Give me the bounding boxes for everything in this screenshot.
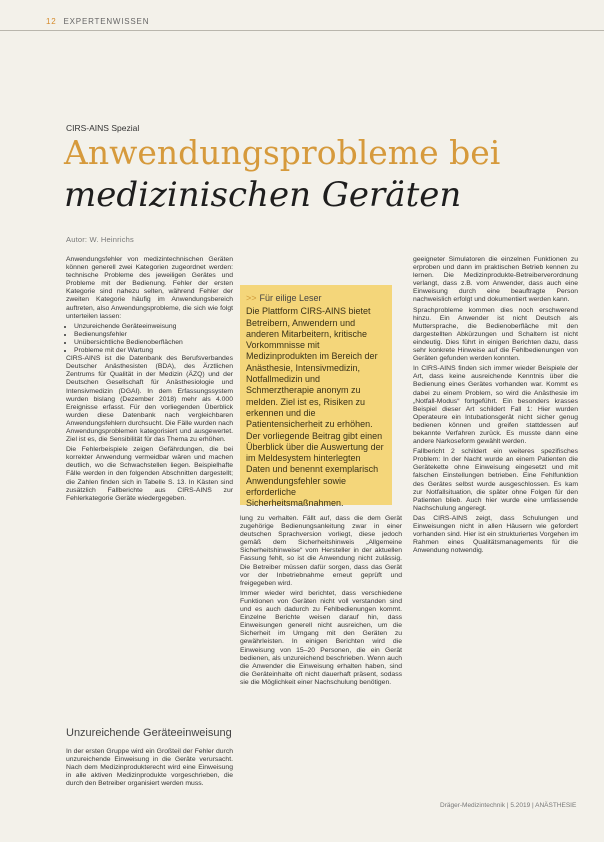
section-subheading: Unzureichende Geräteeinweisung [66, 727, 232, 739]
callout-heading [246, 293, 386, 304]
article-kicker: CIRS-AINS Spezial [66, 123, 140, 133]
article-title-line2: medizinischen Geräten [64, 175, 462, 215]
col3-paragraph: geeigneter Simulatoren die einzelnen Funktionen zu erproben und dann im praktischen Betrieb kennen zu lernen. Die Medizinprodukte-Betreiberverordnung verlangt, dass z.B. vom Anwender, dass auch eine Einweisung durch eine beauftragte Person nachweislich erfolgt und dokumentiert werden kann. [413, 256, 578, 304]
col2-paragraph: Immer wieder wird berichtet, dass verschiedene Funktionen von Geräten nicht voll verstanden sind und es auch dadurch zu Fehlbedienungen kommt. Einzelne Berichte weisen darauf hin, dass Einweisungen generell nicht ausreichen, um die Sicherheit im Umgang mit den Geräten zu gewährleisten. In einigen Berichten wird die Einweisung von 15–20 Personen, die ein Gerät bedienen, als unzureichend beschrieben. Wenn auch die Anwender die Einweisung erhalten haben, sind die Geräteinhalte oft nicht dauerhaft präsent, sodass sie die Möglichkeit einer Nachschulung benötigen. [240, 589, 402, 686]
article-title-line1: Anwendungsprobleme bei [64, 133, 501, 172]
page-number: 12 [46, 17, 57, 26]
col3-paragraph: Fallbericht 2 schildert ein weiteres spezifisches Problem: In der Nacht wurde an einem Patienten die Gerätekette ohne Einweisung eingesetzt und mit falschen Einstellungen betrieben. Eine Fehlfunktion des Gerätes selbst wurde ausgeschlossen. Es kam zur Notfallsituation, die später ohne Folgen für den Patienten blieb. Auch hier wurde eine umfassende Nachschulung angeregt. [413, 448, 578, 512]
col1-bullet-list [66, 323, 233, 355]
col3-paragraph: Sprachprobleme kommen dies noch erschwerend hinzu. Ein Anwender ist nicht Deutsch als Muttersprache, die Bedienoberfläche mit den dargestellten Abkürzungen und Schaltern ist nicht eindeutig. Dies führt in einigen Berichten dazu, dass sehr konkrete Hinweise auf die Fehlbedienungen von Geräten gefunden werden konnten. [413, 306, 578, 363]
section-label: EXPERTENWISSEN [63, 17, 150, 26]
list-item: • Unzureichende Geräteeinweisung [74, 323, 233, 331]
col3-paragraph: In CIRS-AINS finden sich immer wieder Beispiele der Art, dass keine ausreichende Kenntnis über die Bedienung eines Gerätes vorhanden war. Kommt es dabei zu einem Problem, so wird die Anästhesie im „Notfall-Modus“ fortgeführt. Ein besonders krasses Beispiel dieser Art schildert Fall 1: Hier wurden Operateure ein Intubationsgerät nicht sicher genug bedienen können und greifen stattdessen auf bekannte Verfahren zurück. Es musste dann eine andere Narkoseform gewählt werden. [413, 365, 578, 446]
list-item: • Bedienungsfehler [74, 331, 233, 339]
article-author: Autor: W. Heinrichs [66, 235, 134, 244]
double-chevron-icon: >> [246, 293, 257, 303]
col3-paragraph: Das CIRS-AINS zeigt, dass Schulungen und Einweisungen nicht in allen Häusern wie gefordert vorhanden sind. Hier ist ein strukturiertes Vorgehen im Rahmen eines Qualitätsmanagements für die Anwendung notwendig. [413, 514, 578, 555]
col1-paragraph: Die Fehlerbeispiele zeigen Gefährdungen, die bei korrekter Anwendung vermeidbar wären und machen deutlich, wo die Schwachstellen liegen. Beispielhafte Fälle werden in den folgenden Abschnitten dargestellt; die Zahlen finden sich in Tabelle S. 13. In Kästen sind zusätzlich Fallberichte aus CIRS-AINS zur Fehlerkategorie Geräte wiedergegeben. [66, 446, 233, 502]
callout-heading-text: Für eilige Leser [259, 293, 322, 303]
col2-paragraph: lung zu verhalten. Fällt auf, dass die dem Gerät zugehörige Bedienungsanleitung zwar in einer deutschen Sprachversion vorliegt, diese jedoch gemäß dem Sicherheitshinweis „Allgemeine Sicherheitshinweise“ vom Hersteller in der aktuellen Fassung fehlt, so ist die Anwendung nicht zulässig. Die Betreiber müssen dafür sorgen, dass das Gerät vor der Inbetriebnahme erneut geprüft und freigegeben wird. [240, 515, 402, 587]
callout-text: Die Plattform CIRS-AINS bietet Betreibern, Anwendern und anderen Mitarbeitern, kritische Vorkommnisse mit Medizinprodukten im Bereich der Anästhesie, Intensivmedizin, Notfallmedizin und Schmerztherapie anonym zu melden. Ziel ist es, Risiken zu erkennen und die Patientensicherheit zu erhöhen. Der vorliegende Beitrag gibt einen Überblick über die Auswertung der im Meldesystem hinterlegten Daten und benennt exemplarisch Anwendungsfehler sowie erforderliche Sicherheitsmaßnahmen. [246, 306, 384, 509]
column-3 [413, 256, 578, 557]
list-item: • Unübersichtliche Bedienoberflächen [74, 339, 233, 347]
running-head [46, 17, 149, 26]
column-2 [240, 515, 402, 689]
list-item: • Probleme mit der Wartung [74, 347, 233, 355]
col1-paragraph: In der ersten Gruppe wird ein Großteil der Fehler durch unzureichende Einweisung in die Geräte verursacht. Nach dem Medizinprodukterecht wird eine Einweisung in alle aktiven Medizinprodukte vorgeschrieben, die durch den Betreiber organisiert werden muss. [66, 748, 233, 788]
col1-paragraph: CIRS-AINS ist die Datenbank des Berufsverbandes Deutscher Anästhesisten (BDA), des Ärztlichen Zentrums für Qualität in der Medizin (ÄZQ) und der Deutschen Gesellschaft für Anästhesiologie und Intensivmedizin (DGAI). In dem Erfassungssystem wurden bislang (Dezember 2018) mehr als 4.000 Ereignisse erfasst. Für den vorliegenden Überblick wurden diese Datenbank nach vergleichbaren Anwendungsfehlern durchsucht. Die Fälle wurden nach Anwendungsproblemen kategorisiert und ausgewertet. Ziel ist es, die Sensibilität für das Thema zu erhöhen. [66, 355, 233, 444]
col1-paragraph: Anwendungsfehler von medizintechnischen Geräten können generell zwei Kategorien zugeordnet werden: technische Probleme des jeweiligen Gerätes und Probleme mit der Bedienung. Fehler der ersten Kategorie sind nahezu selten, während Fehler der zweiten Kategorie häufig im Anwendungsbereich auftreten, also Anwendungsprobleme, die sich wie folgt unterteilen lassen: [66, 256, 233, 320]
header-rule [0, 30, 604, 31]
summary-callout-box [240, 285, 392, 509]
page-footer: Dräger-Medizintechnik | 5.2019 | ANÄSTHESIE [440, 802, 577, 809]
column-1-continued [66, 748, 233, 790]
column-1 [66, 256, 233, 505]
